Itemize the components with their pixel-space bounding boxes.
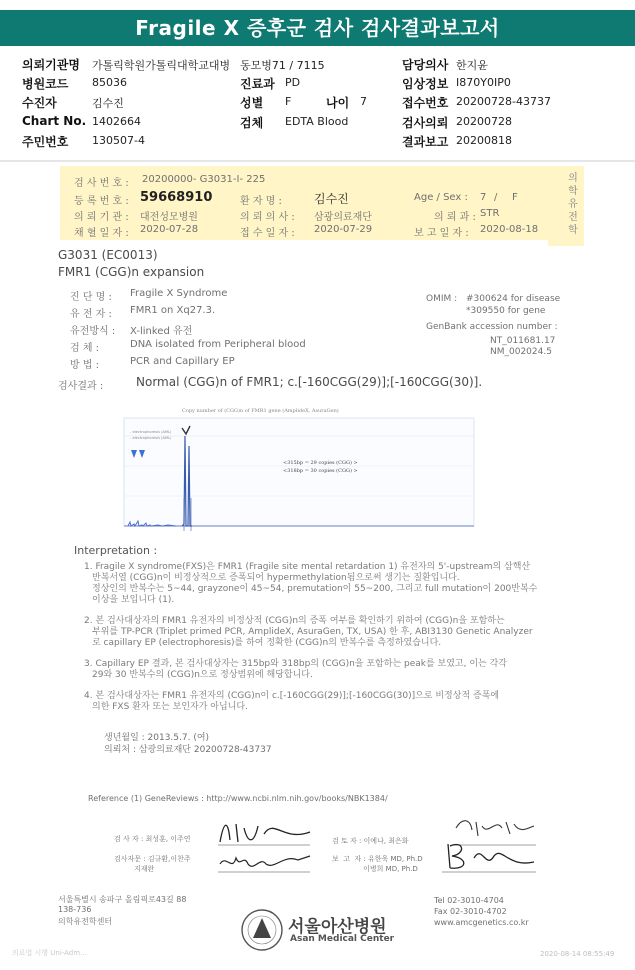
label-chart-no: Chart No. <box>22 114 87 128</box>
chart-legend-entry: - electrophoresis (AML) <box>130 436 172 440</box>
print-timestamp: 2020-08-14 08:55:49 <box>540 950 615 958</box>
section-divider <box>0 160 635 162</box>
interpretation-title: Interpretation : <box>74 544 158 557</box>
exam-no-label: 검 사 번 호 : <box>74 178 129 189</box>
inheritance-label: 유전방식 : <box>70 326 116 337</box>
label-age: 나이 <box>326 96 350 110</box>
dept-label: 의 뢰 과 : <box>434 212 476 223</box>
label-clinical-info: 임상정보 <box>402 77 449 91</box>
fax: Fax 02-3010-4702 <box>434 907 507 916</box>
report-date-label: 보 고 일 자 : <box>414 228 469 239</box>
inheritance: X-linked 유전 <box>130 326 193 337</box>
value-report-date: 20200818 <box>456 134 512 147</box>
interp-line: 정상인의 반복수는 5~44, grayzone이 45~54, premutation이 55~200, 그리고 full mutation이 200반복수 <box>92 584 538 594</box>
specimen-label: 검 체 : <box>70 343 100 354</box>
interp-line: 4. 본 검사대상자는 FMR1 유전자의 (CGG)n이 c.[-160CGG(29)];[-160CGG(30)]으로 비정상적 증폭에 <box>84 691 500 701</box>
address-line1: 서울특별시 송파구 올림픽로43길 88 <box>58 895 187 904</box>
genbank-label: GenBank accession number : <box>426 322 558 332</box>
tel: Tel 02-3010-4704 <box>434 896 504 905</box>
interp-line: 이상을 보입니다 (1). <box>92 595 175 605</box>
interp-line: 로 capillary EP (electrophoresis)를 하여 정확한 (CGG)n의 반복수를 측정하였습니다. <box>92 638 442 648</box>
chart-annotation: <318bp = 30 copies (CGG) > <box>283 468 358 474</box>
draw-date: 2020-07-28 <box>140 224 199 235</box>
gene-label: 유 전 자 : <box>70 309 112 320</box>
label-department: 진료과 <box>240 77 275 91</box>
tester-signature <box>214 814 314 848</box>
report-date: 2020-08-18 <box>480 224 539 235</box>
institution-label: 의 뢰 기 관 : <box>74 212 129 223</box>
genbank-nt: NT_011681.17 <box>490 336 556 346</box>
label-patient: 수진자 <box>22 96 57 110</box>
label-institution: 의뢰기관명 <box>22 58 80 72</box>
exam-no: 20200000- G3031-I- 225 <box>142 174 266 185</box>
address-line2: 138-736 <box>58 905 92 914</box>
interp-line: 1. Fragile X syndrome(FXS)은 FMR1 (Fragile site mental retardation 1) 유전자의 5'-upstream의 삼핵산 <box>84 562 531 572</box>
chart-title: Copy number of (CGG)n of FMR1 gene (AmplideX, AsuraGen) <box>182 408 339 414</box>
electropherogram-svg <box>118 406 478 531</box>
chart-legend-entry: - electrophoresis (AML) <box>130 430 172 434</box>
website: www.amcgenetics.co.kr <box>434 918 529 927</box>
interpretation-body <box>84 562 564 713</box>
result: Normal (CGG)n of FMR1; c.[-160CGG(29)];[-160CGG(30)]. <box>136 375 483 389</box>
hospital-name-en: Asan Medical Center <box>290 934 395 944</box>
dept: STR <box>480 208 500 219</box>
method-label: 방 법 : <box>70 360 100 371</box>
interp-line: 반복서열 (CGG)n이 비정상적으로 증폭되어 hypermethylation됨으로써 생기는 질환입니다. <box>92 573 460 583</box>
receive-date: 2020-07-29 <box>314 224 373 235</box>
advisor-label: 검사자문 : 김규환,이찬주 지재완 <box>114 855 191 873</box>
reviewer-label: 검 토 자 : 이예나, 최은화 <box>332 837 409 845</box>
interp-line: 3. Capillary EP 결과, 본 검사대상자는 315bp와 318bp의 (CGG)n을 포함하는 peak를 보였고, 이는 각각 <box>84 659 507 669</box>
label-hospital-code: 병원코드 <box>22 77 69 91</box>
doctor: 삼광의료재단 <box>314 212 372 223</box>
value-specimen: EDTA Blood <box>285 115 349 128</box>
test-code: G3031 (EC0013) <box>58 248 158 262</box>
reference: Reference (1) GeneReviews : http://www.ncbi.nlm.nih.gov/books/NBK1384/ <box>88 794 388 803</box>
patient-info-section <box>0 54 635 154</box>
interp-line: 2. 본 검사대상자의 FMR1 유전자의 비정상적 (CGG)n의 증폭 여부를 확인하기 위하여 (CGG)n을 포함하는 <box>84 616 505 626</box>
value-clinic: 동모병71 / 7115 <box>240 59 325 72</box>
reg-no: 59668910 <box>140 190 213 205</box>
value-resident-no: 130507-4 <box>92 134 145 147</box>
label-request-date: 검사의뢰 <box>402 116 449 130</box>
patient-name: 김수진 <box>314 192 349 206</box>
draw-date-label: 채 혈 일 자 : <box>74 228 129 239</box>
doctor-label: 의 뢰 의 사 : <box>240 212 295 223</box>
value-clinical-info: I870Y0IP0 <box>456 76 511 89</box>
department-side-label: 의학유전학 <box>568 173 578 236</box>
genbank-nm: NM_002024.5 <box>490 347 552 357</box>
interp-line: 의한 FXS 환자 또는 보인자가 아닙니다. <box>92 702 248 712</box>
value-chart-no: 1402664 <box>92 115 141 128</box>
label-receipt-no: 접수번호 <box>402 96 449 110</box>
reporter-label: 보 고 자 : 유한욱 MD, Ph.D 이병희 MD, Ph.D <box>332 855 423 873</box>
specimen: DNA isolated from Peripheral blood <box>130 339 306 350</box>
advisor-signature <box>214 846 314 876</box>
value-doctor: 한지윤 <box>456 59 488 72</box>
reg-no-label: 등 록 번 호 : <box>74 196 129 207</box>
value-institution: 가톨릭학원가톨릭대학교대병 <box>92 59 231 72</box>
omim-gene: *309550 for gene <box>466 306 546 316</box>
label-doctor: 담당의사 <box>402 58 449 72</box>
label-sex: 성별 <box>240 96 264 110</box>
result-label: 검사결과 : <box>58 381 104 392</box>
value-department: PD <box>285 76 301 89</box>
tester-label: 검 사 자 : 최성훈, 이주연 <box>114 835 191 843</box>
interp-line: 29와 30 반복수의 (CGG)n으로 정상범위에 해당합니다. <box>92 670 313 680</box>
report-title: Fragile X 증후군 검사 검사결과보고서 <box>0 10 635 46</box>
institution: 대전성모병원 <box>140 212 198 223</box>
value-patient: 김수진 <box>92 97 124 110</box>
value-sex: F <box>285 95 292 108</box>
omim-disease: #300624 for disease <box>466 294 561 304</box>
method: PCR and Capillary EP <box>130 356 235 367</box>
electropherogram-chart <box>118 406 478 531</box>
label-specimen: 검체 <box>240 116 264 130</box>
requester: 의뢰처 : 삼광의료재단 20200728-43737 <box>104 745 272 755</box>
value-hospital-code: 85036 <box>92 76 127 89</box>
diagnosis-label: 진 단 명 : <box>70 292 112 303</box>
value-request-date: 20200728 <box>456 115 512 128</box>
birth-date: 생년월일 : 2013.5.7. (여) <box>104 733 210 743</box>
age-sex-label: Age / Sex : <box>414 192 468 203</box>
omim-label: OMIM : <box>426 294 458 304</box>
chart-annotation: <315bp = 29 copies (CGG) > <box>283 460 358 466</box>
age-sex-slash: / <box>494 192 498 203</box>
receive-date-label: 접 수 일 자 : <box>240 228 295 239</box>
label-resident-no: 주민번호 <box>22 135 69 149</box>
gene: FMR1 on Xq27.3. <box>130 305 216 316</box>
patient-label: 환 자 명 : <box>240 196 282 207</box>
value-receipt-no: 20200728-43737 <box>456 95 551 108</box>
interp-line: 부위를 TP-PCR (Triplet primed PCR, AmplideX, AsuraGen, TX, USA) 한 후, ABI3130 Genetic Analyzer <box>92 627 533 637</box>
diagnosis: Fragile X Syndrome <box>130 288 228 299</box>
value-age: 7 <box>360 95 367 108</box>
age-value: 7 <box>480 192 487 203</box>
label-report-date: 결과보고 <box>402 135 449 149</box>
test-name: FMR1 (CGG)n expansion <box>58 265 205 279</box>
address-line3: 의학유전학센터 <box>58 917 113 926</box>
scanned-report <box>12 166 616 966</box>
asan-foundation-logo-icon <box>240 908 284 952</box>
bottom-left-stamp: 의료법 시행 Uni-Adm… <box>12 949 88 957</box>
sex-value: F <box>512 192 518 203</box>
reporter-signature <box>438 838 538 874</box>
hospital-name-kr: 서울아산병원 <box>288 917 387 937</box>
